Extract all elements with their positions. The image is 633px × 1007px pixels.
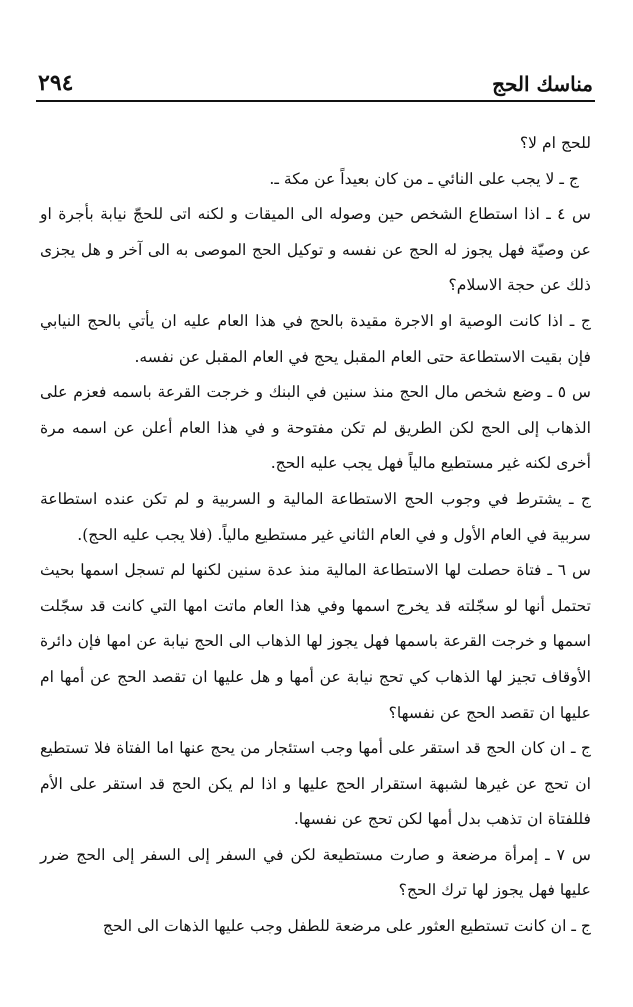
page-body <box>40 126 591 945</box>
question-4: س ٤ ـ اذا استطاع الشخص حين وصوله الى الميقات و لكنه اتى للحجّ نيابة بأجرة او عن وصيّة فهل يجوز له الحج عن نفسه و توكيل الحج الموصى به الى آخر و هل يجزى ذلك عن حجة الاسلام؟ <box>40 205 591 295</box>
header-rule <box>36 100 595 102</box>
paragraph-continuation: للحج ام لا؟ <box>519 134 591 152</box>
answer-4: ج ـ اذا كانت الوصية او الاجرة مقيدة بالحج في هذا العام عليه ان يأتي بالحج النيابي فإن بقيت الاستطاعة حتى العام المقبل يحج في العام المقبل عن نفسه. <box>40 311 591 366</box>
question-6: س ٦ ـ فتاة حصلت لها الاستطاعة المالية منذ عدة سنين لكنها لم تسجل اسمها بحيث تحتمل أنها لو سجّلته قد يخرج اسمها وفي هذا العام ماتت امها التي كانت قد سجّلت اسمها و خرجت القرعة باسمها فهل يجوز لها الذهاب الى الحج نيابة عن امها فإن دائرة الأوقاف تجيز لها الذهاب كي تحج نيابة عن أمها و هل عليها ان تقصد الحج عن أمها ام عليها ان تقصد الحج عن نفسها؟ <box>40 561 591 722</box>
question-7: س ٧ ـ إمرأة مرضعة و صارت مستطيعة لكن في السفر إلى السفر إلى الحج ضرر عليها فهل يجوز لها ترك الحج؟ <box>40 845 591 900</box>
answer-5: ج ـ يشترط في وجوب الحج الاستطاعة المالية و السربية و لم تكن عنده استطاعة سربية في العام الأول و في العام الثاني غير مستطيع مالياً. (فلا يجب عليه الحج). <box>40 489 591 544</box>
answer-7: ج ـ ان كانت تستطيع العثور على مرضعة للطفل وجب عليها الذهات الى الحج <box>102 917 591 936</box>
page-header <box>38 66 593 96</box>
question-5: س ٥ ـ وضع شخص مال الحج منذ سنين في البنك و خرجت القرعة باسمه فعزم على الذهاب إلى الحج لكن الطريق لم تكن مفتوحة و في هذا العام أعلن عن اسمه مرة أخرى لكنه غير مستطيع مالياً فهل يجب عليه الحج. <box>40 383 591 473</box>
running-title: مناسك الحج <box>492 72 593 96</box>
page-number: ٢٩٤ <box>38 70 74 96</box>
answer-6: ج ـ ان كان الحج قد استقر على أمها وجب استئجار من يحج عنها اما الفتاة فلا تستطيع ان تحج عن غيرها لشبهة استقرار الحج عليها و اذا لم يكن الحج قد استقر على الأم فللفتاة ان تذهب بدل أمها لكن تحج عن نفسها. <box>40 739 591 829</box>
answer-3: ج ـ لا يجب على النائي ـ من كان بعيداً عن مكة ـ. <box>269 169 579 188</box>
